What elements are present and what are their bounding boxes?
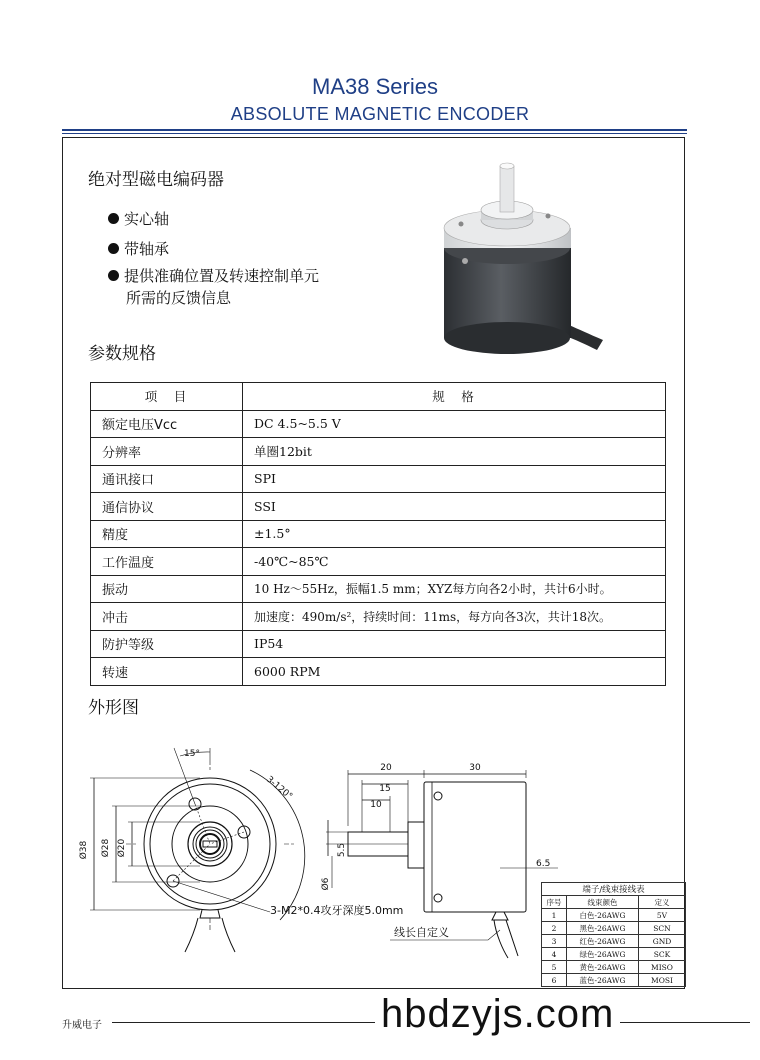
side-view-drawing [318,760,558,960]
pin-cell: 5V [639,909,686,922]
feature-item [108,238,169,259]
spec-label: 振动 [91,575,243,603]
dim-label: 30 [469,763,481,773]
spec-value: 单圈12bit [243,438,666,466]
header-rule-thin [62,133,687,134]
pin-cell: 绿色-26AWG [567,948,639,961]
watermark: hbdzyjs.com [375,992,620,1037]
dim-label: 6.5 [536,859,551,869]
spec-header-item: 项 目 [91,383,243,411]
spec-value: ±1.5° [243,520,666,548]
table-row [542,909,686,922]
pin-cell: SCK [639,948,686,961]
table-row [91,438,666,466]
page-subtitle: ABSOLUTE MAGNETIC ENCODER [230,104,530,124]
spec-label: 工作温度 [91,548,243,576]
pin-cell: MOSI [639,974,686,987]
pin-cell: 白色-26AWG [567,909,639,922]
table-row [91,465,666,493]
table-row [542,961,686,974]
dim-label: Ø28 [101,838,111,858]
feature-item-continued [126,287,231,308]
body-outline [424,782,526,912]
spec-value: SPI [243,465,666,493]
bullet-icon [108,213,119,224]
pin-cell: SCN [639,922,686,935]
table-row [542,974,686,987]
table-row [91,575,666,603]
table-row [91,410,666,438]
pin-cell: 黄色-26AWG [567,961,639,974]
table-row [542,948,686,961]
spec-value: DC 4.5~5.5 V [243,410,666,438]
table-row [91,658,666,686]
spec-header-value: 规 格 [243,383,666,411]
pin-cell: MISO [639,961,686,974]
spec-label: 分辨率 [91,438,243,466]
spec-value: 加速度：490m/s²，持续时间：11ms，每方向各3次，共计18次。 [243,603,666,631]
dim-label: Ø20 [117,838,127,858]
hole-note: 3-M2*0.4攻牙深度5.0mm [270,904,404,917]
pin-header: 定义 [639,896,686,909]
cable-note: 线长自定义 [394,926,449,939]
dim-label: 15° [184,749,200,759]
table-row [91,520,666,548]
pin-table-header-row [542,896,686,909]
bullet-icon [108,270,119,281]
pin-header: 线束颜色 [567,896,639,909]
dim-label: 5.5 [337,842,347,858]
table-row [542,935,686,948]
header-rule [62,129,687,131]
spec-value: SSI [243,493,666,521]
spec-label: 额定电压Vcc [91,410,243,438]
feature-label: 实心轴 [124,210,170,228]
spec-value: IP54 [243,630,666,658]
pin-cell: 6 [542,974,567,987]
spec-value: -40℃~85℃ [243,548,666,576]
pin-table-title-row [542,883,686,896]
spec-value: 10 Hz～55Hz，振幅1.5 mm；XYZ每方向各2小时，共计6小时。 [243,575,666,603]
pin-header: 序号 [542,896,567,909]
dim-label: 20 [380,763,392,773]
pin-cell: 蓝色-26AWG [567,974,639,987]
dim-label: Ø38 [79,840,89,860]
table-row [91,630,666,658]
feature-label: 带轴承 [124,240,170,258]
pin-cell: 5 [542,961,567,974]
pin-cell: 红色-26AWG [567,935,639,948]
feature-label: 所需的反馈信息 [126,289,232,307]
spec-label: 转速 [91,658,243,686]
spec-table [90,382,666,686]
dim-label: 10 [370,800,382,810]
page-title: MA38 Series [312,74,438,99]
spec-label: 冲击 [91,603,243,631]
dim-label: 3-120° [264,774,294,803]
feature-label: 提供准确位置及转速控制单元 [124,267,320,285]
pin-table-title: 端子/线束接线表 [542,883,686,896]
feature-item [108,265,319,286]
drawing-title: 外形图 [88,698,139,718]
spec-label: 通讯接口 [91,465,243,493]
table-row [91,493,666,521]
pin-cell: GND [639,935,686,948]
feature-item [108,208,169,229]
spec-value: 6000 RPM [243,658,666,686]
pin-cell: 1 [542,909,567,922]
table-row [91,548,666,576]
bullet-icon [108,243,119,254]
pin-cell: 黑色-26AWG [567,922,639,935]
table-row [91,603,666,631]
table-row [542,922,686,935]
spec-label: 防护等级 [91,630,243,658]
pin-cell: 3 [542,935,567,948]
dim-label: Ø6 [321,877,331,891]
specs-title: 参数规格 [88,344,156,364]
dim-label: 15 [379,784,391,794]
encoder-product-image [425,158,615,353]
spec-label: 通信协议 [91,493,243,521]
pin-table [541,882,686,987]
pin-cell: 4 [542,948,567,961]
intro-title: 绝对型磁电编码器 [88,170,224,190]
spec-label: 精度 [91,520,243,548]
footer-company: 升威电子 [62,1020,102,1031]
spec-header-row [91,383,666,411]
pin-cell: 2 [542,922,567,935]
